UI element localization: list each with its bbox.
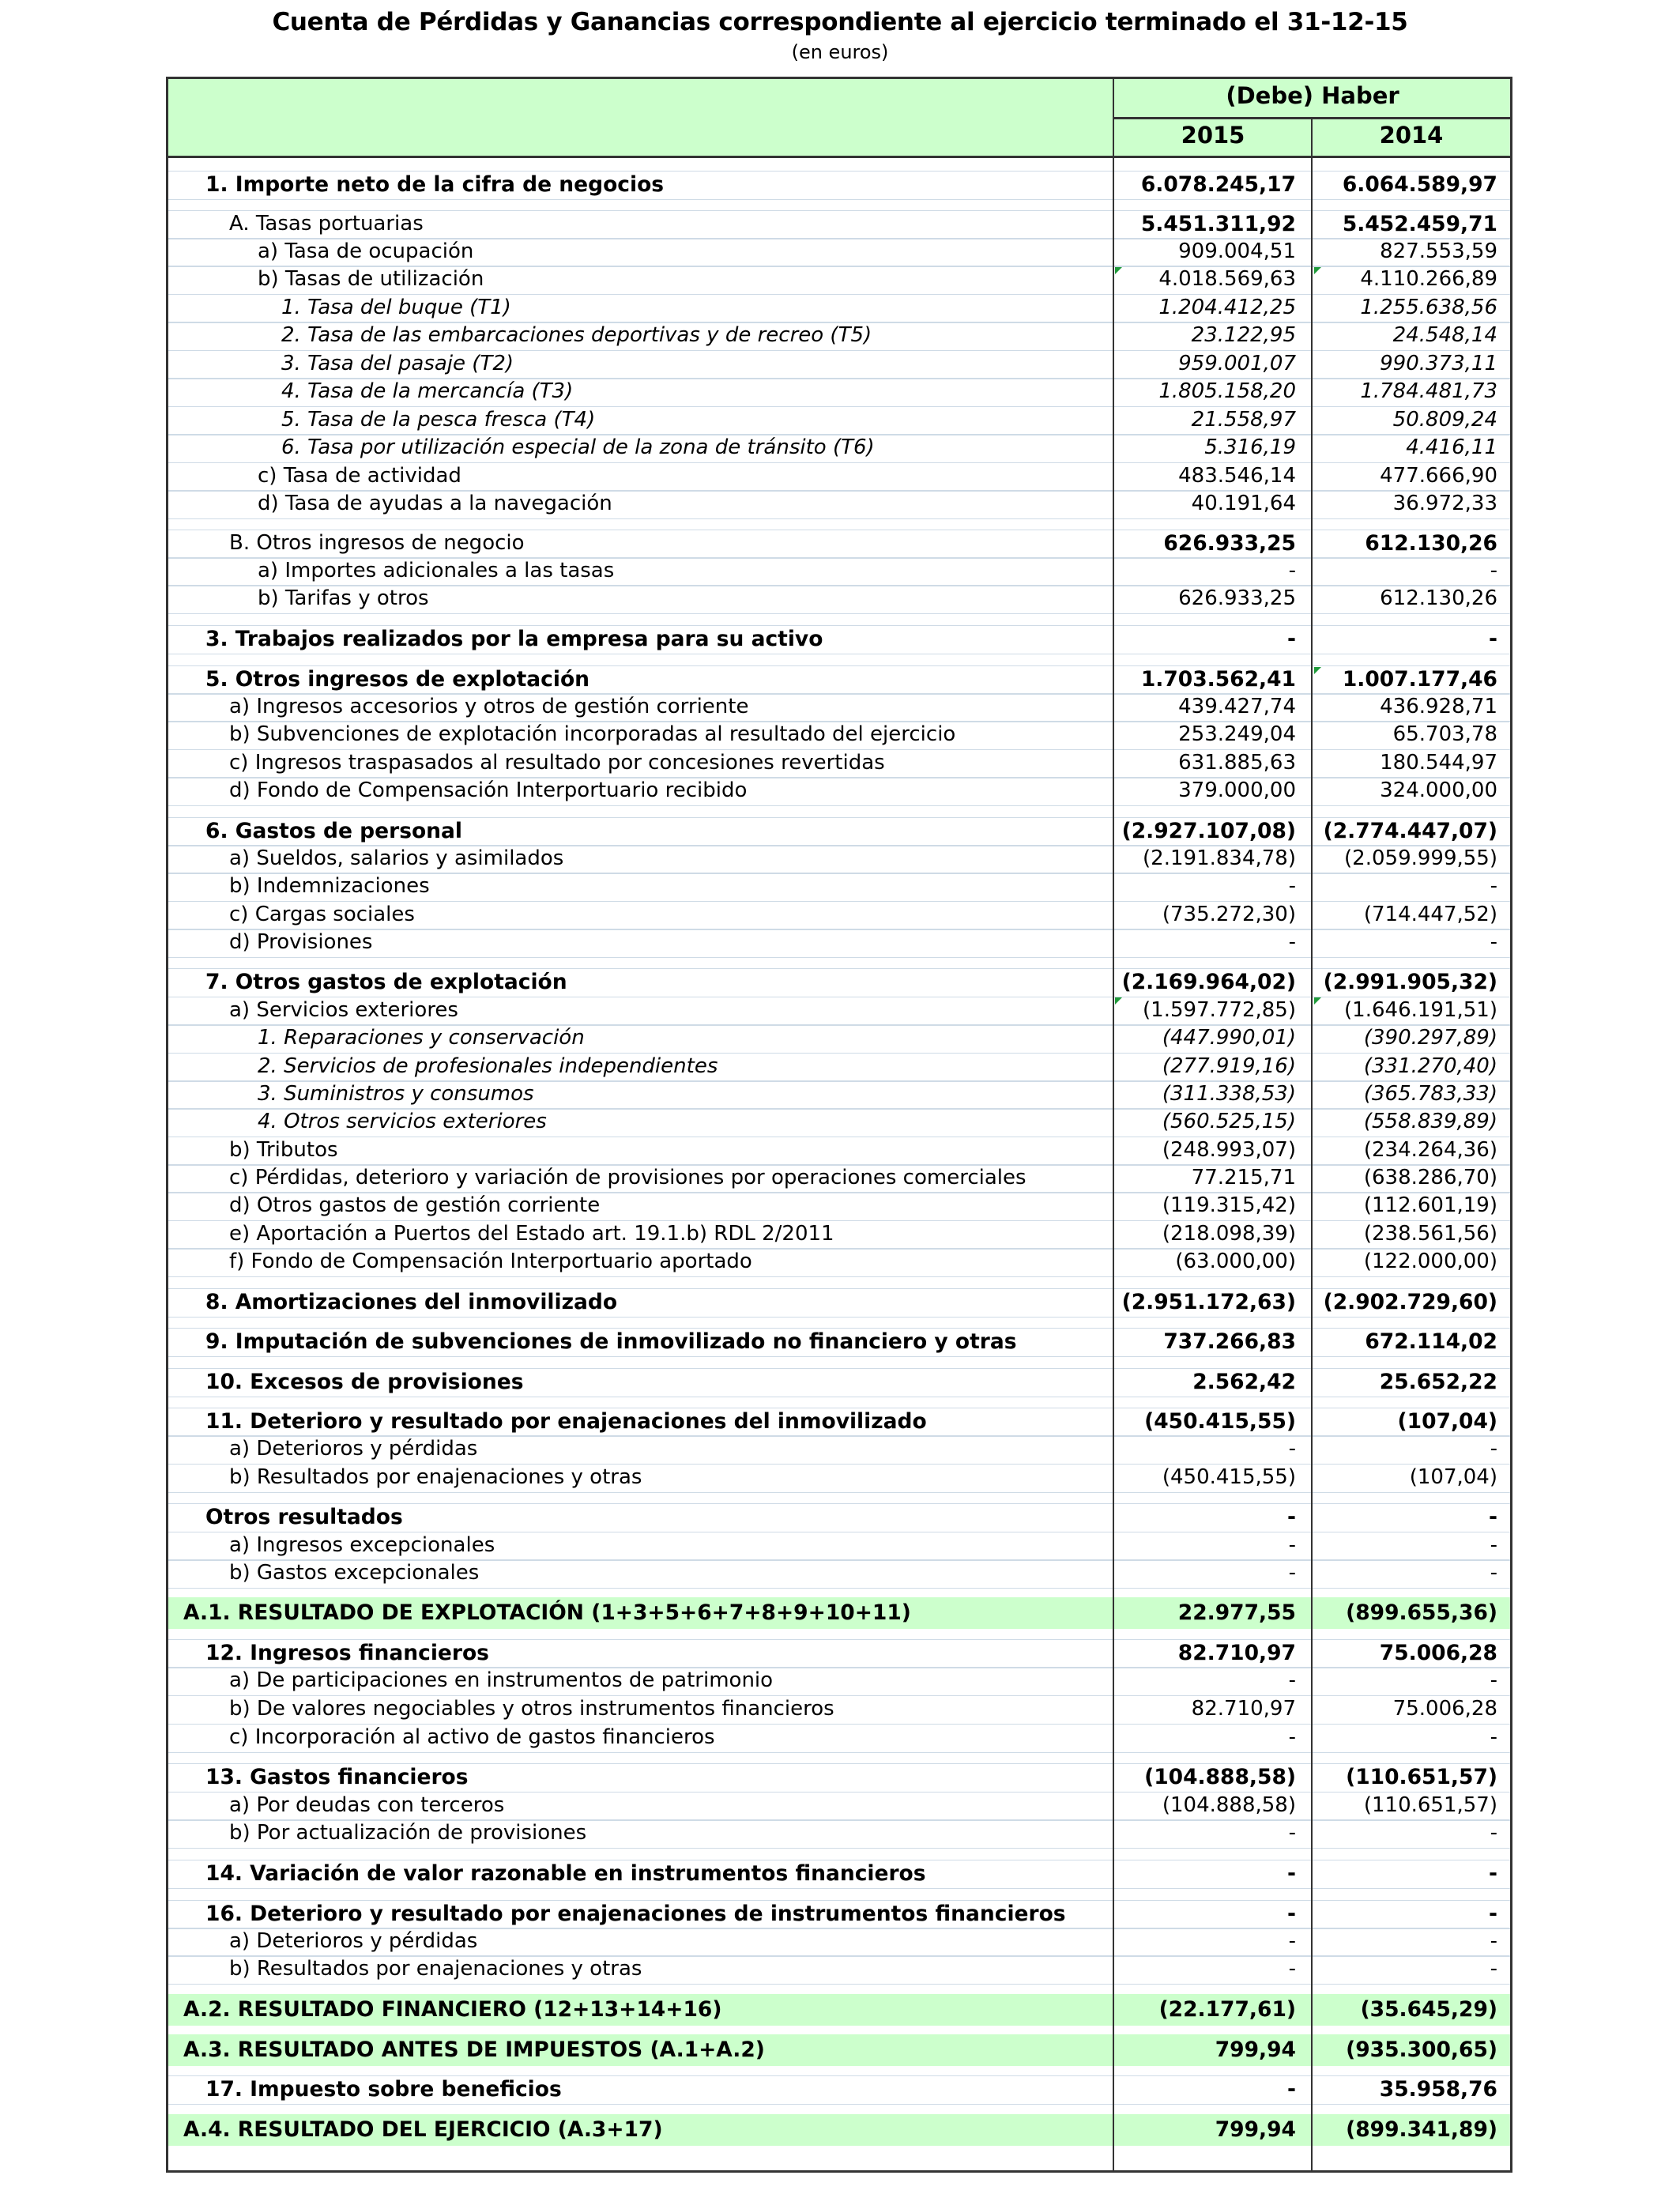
row-label: c) Cargas sociales	[229, 902, 415, 926]
value-2014: 50.809,24	[1392, 407, 1497, 432]
row-label: b) De valores negociables y otros instrumentos financieros	[229, 1696, 834, 1721]
comment-marker-icon	[1314, 667, 1321, 674]
value-2015: -	[1288, 1725, 1296, 1749]
row-label: a) Servicios exteriores	[229, 997, 458, 1022]
row-label: b) Resultados por enajenaciones y otras	[229, 1956, 642, 1981]
row-label: 3. Tasa del pasaje (T2)	[281, 351, 514, 375]
value-2014: (2.059.999,55)	[1344, 846, 1497, 870]
row-label: 1. Reparaciones y conservación	[258, 1025, 585, 1050]
value-2014: -	[1490, 1956, 1497, 1981]
value-2015: 1.703.562,41	[1140, 666, 1296, 692]
row-label: e) Aportación a Puertos del Estado art. 19.1.b) RDL 2/2011	[229, 1221, 834, 1246]
value-2014: (122.000,00)	[1363, 1249, 1497, 1273]
value-2015: 5.451.311,92	[1140, 211, 1296, 236]
value-2014: (110.651,57)	[1346, 1764, 1497, 1789]
value-2014: -	[1490, 929, 1497, 954]
value-2015: (104.888,58)	[1144, 1764, 1296, 1789]
value-2014: (238.561,56)	[1363, 1221, 1497, 1246]
value-2014: (112.601,19)	[1363, 1193, 1497, 1217]
value-2015: 799,94	[1215, 2117, 1296, 2142]
value-2015: 4.018.569,63	[1158, 266, 1296, 291]
row-label: 9. Imputación de subvenciones de inmovilizado no financiero y otras	[205, 1329, 1017, 1354]
row-label: c) Tasa de actividad	[258, 463, 461, 488]
value-2015: 909.004,51	[1178, 239, 1296, 263]
row-label: 12. Ingresos financieros	[205, 1640, 489, 1665]
value-2014: (899.655,36)	[1346, 1600, 1497, 1625]
value-2014: -	[1489, 1860, 1497, 1886]
value-2014: (331.270,40)	[1363, 1054, 1497, 1078]
value-2014: 36.972,33	[1392, 491, 1497, 515]
value-2015: (450.415,55)	[1144, 1408, 1296, 1434]
value-2015: -	[1288, 929, 1296, 954]
value-2014: -	[1490, 1560, 1497, 1585]
row-label: 11. Deterioro y resultado por enajenaciones del inmovilizado	[205, 1408, 927, 1434]
value-2015: (22.177,61)	[1158, 1996, 1296, 2022]
row-label: a) Ingresos excepcionales	[229, 1532, 495, 1557]
value-2015: 253.249,04	[1178, 722, 1296, 746]
value-2014: (2.774.447,07)	[1323, 818, 1497, 843]
row-label: 4. Otros servicios exteriores	[258, 1109, 547, 1133]
value-2015: 631.885,63	[1178, 750, 1296, 775]
row-label: b) Tarifas y otros	[258, 586, 429, 610]
row-label: A.4. RESULTADO DEL EJERCICIO (A.3+17)	[183, 2117, 663, 2142]
value-2015: 6.078.245,17	[1140, 172, 1296, 197]
value-2015: -	[1287, 1504, 1296, 1529]
value-2015: 2.562,42	[1192, 1369, 1296, 1394]
row-label: b) Gastos excepcionales	[229, 1560, 480, 1585]
value-2015: 40.191,64	[1191, 491, 1296, 515]
row-label: b) Resultados por enajenaciones y otras	[229, 1465, 642, 1489]
value-2015: -	[1288, 1668, 1296, 1692]
row-label: c) Ingresos traspasados al resultado por concesiones revertidas	[229, 750, 885, 775]
row-label: 17. Impuesto sobre beneficios	[205, 2076, 562, 2102]
value-2014: -	[1490, 1668, 1497, 1692]
value-2015: 82.710,97	[1191, 1696, 1296, 1721]
value-2014: (2.991.905,32)	[1323, 969, 1497, 994]
value-2014: (558.839,89)	[1363, 1109, 1497, 1133]
value-2015: -	[1288, 1436, 1296, 1461]
row-label: b) Por actualización de provisiones	[229, 1820, 587, 1845]
value-2015: (218.098,39)	[1162, 1221, 1296, 1246]
row-label: a) Deterioros y pérdidas	[229, 1436, 478, 1461]
row-label: a) Deterioros y pérdidas	[229, 1928, 478, 1953]
row-label: Otros resultados	[205, 1504, 403, 1529]
value-2015: (311.338,53)	[1162, 1081, 1296, 1106]
header-year-2015: 2015	[1181, 122, 1245, 149]
value-2014: 990.373,11	[1380, 351, 1497, 375]
value-2014: -	[1490, 558, 1497, 582]
value-2015: (1.597.772,85)	[1143, 997, 1296, 1022]
value-2014: 75.006,28	[1379, 1640, 1497, 1665]
value-2015: 1.204.412,25	[1158, 295, 1296, 319]
value-2015: (2.191.834,78)	[1143, 846, 1296, 870]
row-label: b) Tributos	[229, 1137, 338, 1162]
value-2015: (2.927.107,08)	[1121, 818, 1296, 843]
row-label: 5. Tasa de la pesca fresca (T4)	[281, 407, 596, 432]
value-2015: (447.990,01)	[1162, 1025, 1296, 1050]
row-label: b) Indemnizaciones	[229, 873, 430, 898]
value-2014: (110.651,57)	[1363, 1793, 1497, 1817]
row-label: 6. Tasa por utilización especial de la zona de tránsito (T6)	[281, 435, 875, 459]
value-2014: (390.297,89)	[1363, 1025, 1497, 1050]
value-2014: (2.902.729,60)	[1323, 1289, 1497, 1314]
value-2015: (277.919,16)	[1162, 1054, 1296, 1078]
value-2014: 5.452.459,71	[1342, 211, 1497, 236]
value-2015: -	[1288, 1928, 1296, 1953]
value-2014: -	[1489, 1901, 1497, 1926]
value-2014: -	[1489, 626, 1497, 651]
value-2014: 612.130,26	[1380, 586, 1497, 610]
row-label: A. Tasas portuarias	[229, 211, 424, 236]
value-2015: (735.272,30)	[1162, 902, 1296, 926]
value-2015: 439.427,74	[1178, 694, 1296, 718]
value-2015: 737.266,83	[1163, 1329, 1296, 1354]
value-2014: (234.264,36)	[1363, 1137, 1497, 1162]
value-2014: 672.114,02	[1365, 1329, 1497, 1354]
value-2014: (107,04)	[1409, 1465, 1497, 1489]
row-label: 3. Suministros y consumos	[258, 1081, 534, 1106]
value-2015: 82.710,97	[1177, 1640, 1296, 1665]
value-2014: 25.652,22	[1379, 1369, 1497, 1394]
row-label: 2. Servicios de profesionales independientes	[258, 1054, 718, 1078]
value-2015: -	[1288, 1560, 1296, 1585]
row-label: 1. Importe neto de la cifra de negocios	[205, 172, 665, 197]
row-label: 14. Variación de valor razonable en instrumentos financieros	[205, 1860, 926, 1886]
value-2015: 799,94	[1215, 2037, 1296, 2062]
row-label: b) Tasas de utilización	[258, 266, 484, 291]
row-label: a) Ingresos accesorios y otros de gestión corriente	[229, 694, 749, 718]
row-label: 13. Gastos financieros	[205, 1764, 469, 1789]
value-2015: 959.001,07	[1178, 351, 1296, 375]
row-label: 2. Tasa de las embarcaciones deportivas y de recreo (T5)	[281, 322, 872, 347]
value-2015: -	[1287, 1901, 1296, 1926]
value-2014: 477.666,90	[1380, 463, 1497, 488]
value-2014: 75.006,28	[1392, 1696, 1497, 1721]
value-2014: 324.000,00	[1380, 778, 1497, 802]
comment-marker-icon	[1115, 997, 1122, 1005]
row-label: d) Fondo de Compensación Interportuario recibido	[229, 778, 748, 802]
page-title: Cuenta de Pérdidas y Ganancias correspondiente al ejercicio terminado el 31-12-15	[272, 8, 1408, 36]
value-2014: (365.783,33)	[1363, 1081, 1497, 1106]
value-2015: -	[1287, 2076, 1296, 2102]
value-2015: (248.993,07)	[1162, 1137, 1296, 1162]
comment-marker-icon	[1314, 267, 1321, 274]
row-label: 6. Gastos de personal	[205, 818, 463, 843]
value-2014: -	[1489, 1504, 1497, 1529]
row-label: f) Fondo de Compensación Interportuario aportado	[229, 1249, 752, 1273]
row-label: 3. Trabajos realizados por la empresa para su activo	[205, 626, 823, 651]
page-subtitle: (en euros)	[791, 41, 889, 63]
value-2015: 22.977,55	[1177, 1600, 1296, 1625]
value-2014: (714.447,52)	[1363, 902, 1497, 926]
row-label: a) Por deudas con terceros	[229, 1793, 505, 1817]
comment-marker-icon	[1115, 267, 1122, 274]
value-2014: 1.784.481,73	[1360, 379, 1497, 403]
value-2015: 23.122,95	[1191, 322, 1296, 347]
value-2014: (35.645,29)	[1360, 1996, 1497, 2022]
value-2015: -	[1288, 1532, 1296, 1557]
value-2015: (63.000,00)	[1175, 1249, 1296, 1273]
row-label: d) Otros gastos de gestión corriente	[229, 1193, 601, 1217]
row-label: c) Incorporación al activo de gastos financieros	[229, 1725, 715, 1749]
row-label: 16. Deterioro y resultado por enajenaciones de instrumentos financieros	[205, 1901, 1066, 1926]
header-year-2014: 2014	[1379, 122, 1444, 149]
value-2014: 24.548,14	[1392, 322, 1497, 347]
value-2015: -	[1288, 558, 1296, 582]
row-label: a) Importes adicionales a las tasas	[258, 558, 615, 582]
value-2015: -	[1288, 873, 1296, 898]
row-label: a) De participaciones en instrumentos de patrimonio	[229, 1668, 774, 1692]
value-2015: -	[1288, 1820, 1296, 1845]
value-2014: (638.286,70)	[1363, 1165, 1497, 1189]
comment-marker-icon	[1314, 997, 1321, 1005]
value-2015: 21.558,97	[1191, 407, 1296, 432]
value-2014: (107,04)	[1397, 1408, 1497, 1434]
row-label: d) Tasa de ayudas a la navegación	[258, 491, 612, 515]
value-2014: 436.928,71	[1380, 694, 1497, 718]
value-2014: 35.958,76	[1379, 2076, 1497, 2102]
value-2014: 6.064.589,97	[1342, 172, 1497, 197]
value-2015: (450.415,55)	[1162, 1465, 1296, 1489]
row-label: 1. Tasa del buque (T1)	[281, 295, 511, 319]
value-2014: 1.255.638,56	[1360, 295, 1497, 319]
value-2014: -	[1490, 1928, 1497, 1953]
row-label: c) Pérdidas, deterioro y variación de provisiones por operaciones comerciales	[229, 1165, 1026, 1189]
value-2014: 65.703,78	[1392, 722, 1497, 746]
row-label: B. Otros ingresos de negocio	[229, 530, 525, 555]
row-label: A.2. RESULTADO FINANCIERO (12+13+14+16)	[183, 1996, 722, 2022]
value-2014: 180.544,97	[1380, 750, 1497, 775]
value-2014: 4.110.266,89	[1360, 266, 1497, 291]
row-label: 4. Tasa de la mercancía (T3)	[281, 379, 574, 403]
row-label: 10. Excesos de provisiones	[205, 1369, 524, 1394]
value-2015: 379.000,00	[1178, 778, 1296, 802]
value-2014: -	[1490, 873, 1497, 898]
value-2015: -	[1288, 1956, 1296, 1981]
value-2015: (104.888,58)	[1162, 1793, 1296, 1817]
value-2015: 1.805.158,20	[1158, 379, 1296, 403]
row-label: 5. Otros ingresos de explotación	[205, 666, 590, 692]
value-2015: (560.525,15)	[1162, 1109, 1296, 1133]
value-2015: 626.933,25	[1163, 530, 1296, 556]
row-label: a) Tasa de ocupación	[258, 239, 474, 263]
value-2015: (2.169.964,02)	[1121, 969, 1296, 994]
value-2014: (899.341,89)	[1346, 2117, 1497, 2142]
value-2014: (1.646.191,51)	[1344, 997, 1497, 1022]
value-2014: -	[1490, 1532, 1497, 1557]
value-2014: 1.007.177,46	[1342, 666, 1497, 692]
value-2015: 77.215,71	[1191, 1165, 1296, 1189]
row-label: 7. Otros gastos de explotación	[205, 969, 567, 994]
row-label: A.1. RESULTADO DE EXPLOTACIÓN (1+3+5+6+7+8+9+10+11)	[183, 1600, 911, 1625]
value-2014: -	[1490, 1436, 1497, 1461]
value-2014: (935.300,65)	[1346, 2037, 1497, 2062]
header-group-label: (Debe) Haber	[1226, 82, 1399, 109]
value-2015: 5.316,19	[1204, 435, 1296, 459]
value-2015: -	[1287, 626, 1296, 651]
row-label: d) Provisiones	[229, 929, 373, 954]
value-2014: 827.553,59	[1380, 239, 1497, 263]
value-2015: 626.933,25	[1178, 586, 1296, 610]
value-2014: 4.416,11	[1406, 435, 1497, 459]
value-2015: -	[1287, 1860, 1296, 1886]
row-label: a) Sueldos, salarios y asimilados	[229, 846, 564, 870]
row-label: b) Subvenciones de explotación incorporadas al resultado del ejercicio	[229, 722, 956, 746]
value-2015: 483.546,14	[1178, 463, 1296, 488]
value-2014: 612.130,26	[1365, 530, 1497, 556]
row-label: 8. Amortizaciones del inmovilizado	[205, 1289, 618, 1314]
value-2015: (119.315,42)	[1162, 1193, 1296, 1217]
value-2014: -	[1490, 1820, 1497, 1845]
value-2015: (2.951.172,63)	[1121, 1289, 1296, 1314]
row-label: A.3. RESULTADO ANTES DE IMPUESTOS (A.1+A.2)	[183, 2037, 765, 2062]
value-2014: -	[1490, 1725, 1497, 1749]
